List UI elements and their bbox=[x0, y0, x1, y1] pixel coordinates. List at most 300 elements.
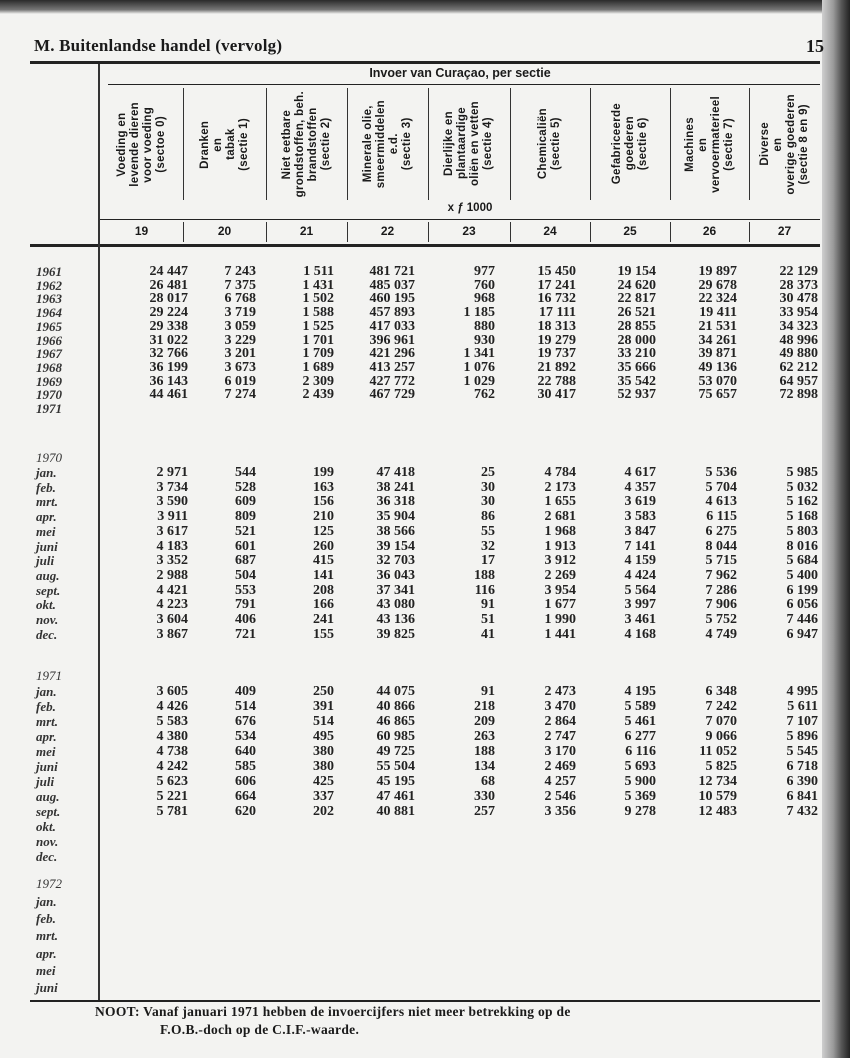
cell-col-21: 1 511 bbox=[303, 264, 334, 279]
month-row-label: sept. bbox=[36, 582, 61, 598]
cell-col-23: 880 bbox=[474, 318, 495, 334]
month-row-label: sept. bbox=[36, 804, 61, 819]
cell-col-20: 553 bbox=[235, 582, 256, 598]
cell-col-20: 3 719 bbox=[224, 305, 256, 321]
month-row-label: apr. bbox=[36, 945, 57, 961]
cell-col-27: 62 212 bbox=[779, 359, 818, 375]
cell-col-27: 5 032 bbox=[786, 479, 818, 495]
cell-col-24: 1 990 bbox=[544, 612, 576, 627]
cell-col-22: 32 703 bbox=[376, 553, 415, 569]
cell-col-27: 34 323 bbox=[779, 318, 818, 334]
cell-col-27: 48 996 bbox=[779, 332, 818, 348]
column-number: 25 bbox=[623, 224, 637, 238]
annual-row-label: 1965 bbox=[36, 318, 62, 334]
cell-col-24: 3 912 bbox=[544, 553, 576, 569]
cell-col-23: 86 bbox=[481, 509, 495, 525]
cell-col-25: 7 141 bbox=[624, 538, 656, 554]
cell-col-24: 1 655 bbox=[544, 494, 576, 510]
cell-col-24: 1 968 bbox=[544, 523, 576, 539]
number-column-divider bbox=[590, 222, 591, 242]
cell-col-26: 75 657 bbox=[698, 387, 737, 403]
number-column-divider bbox=[428, 222, 429, 242]
cell-col-21: 241 bbox=[313, 612, 334, 627]
month-row-label: juli bbox=[36, 774, 55, 789]
header-column-divider bbox=[428, 88, 429, 200]
cell-col-26: 39 871 bbox=[698, 346, 737, 362]
cell-col-20: 521 bbox=[235, 523, 256, 539]
cell-col-26: 5 704 bbox=[705, 479, 737, 495]
cell-col-23: 1 029 bbox=[463, 373, 495, 389]
cell-col-21: 1 431 bbox=[302, 277, 334, 293]
cell-col-20: 3 201 bbox=[224, 346, 256, 362]
cell-col-21: 155 bbox=[313, 626, 334, 642]
cell-col-27: 33 954 bbox=[779, 305, 818, 321]
cell-col-24: 1 441 bbox=[544, 626, 576, 642]
cell-col-23: 263 bbox=[474, 729, 495, 744]
cell-col-19: 31 022 bbox=[149, 332, 188, 348]
cell-col-20: 534 bbox=[235, 729, 256, 744]
cell-col-23: 30 bbox=[481, 494, 495, 510]
cell-col-26: 12 483 bbox=[698, 804, 737, 819]
number-column-divider bbox=[347, 222, 348, 242]
cell-col-24: 16 732 bbox=[537, 291, 576, 307]
annual-row-label: 1970 bbox=[36, 387, 62, 403]
annual-row-label: 1968 bbox=[36, 359, 62, 375]
cell-col-25: 3 583 bbox=[624, 509, 656, 525]
column-header-label: Chemicaliën (sectie 5) bbox=[537, 108, 562, 180]
stub-column-divider bbox=[98, 64, 100, 1002]
cell-col-24: 2 681 bbox=[544, 509, 576, 525]
cell-col-22: 39 825 bbox=[376, 626, 415, 642]
cell-col-23: 91 bbox=[481, 684, 495, 699]
header-column-divider bbox=[347, 88, 348, 200]
cell-col-26: 11 052 bbox=[699, 744, 737, 759]
header-column-divider bbox=[266, 88, 267, 200]
cell-col-25: 5 693 bbox=[624, 759, 656, 774]
cell-col-24: 3 356 bbox=[544, 804, 576, 819]
cell-col-27: 5 545 bbox=[786, 744, 818, 759]
cell-col-20: 601 bbox=[235, 538, 256, 554]
cell-col-25: 3 619 bbox=[624, 494, 656, 510]
cell-col-19: 5 583 bbox=[156, 714, 188, 729]
cell-col-23: 968 bbox=[474, 291, 495, 307]
cell-col-19: 4 426 bbox=[156, 699, 188, 714]
cell-col-21: 1 701 bbox=[302, 332, 334, 348]
cell-col-22: 485 037 bbox=[369, 277, 415, 293]
column-header bbox=[100, 88, 183, 200]
cell-col-19: 5 781 bbox=[156, 804, 188, 819]
number-column-divider bbox=[266, 222, 267, 242]
month-row-label: dec. bbox=[36, 626, 58, 642]
cell-col-23: 17 bbox=[481, 553, 495, 569]
column-header bbox=[510, 88, 590, 200]
cell-col-26: 49 136 bbox=[698, 359, 737, 375]
cell-col-23: 32 bbox=[481, 538, 495, 554]
cell-col-24: 21 892 bbox=[537, 359, 576, 375]
cell-col-26: 22 324 bbox=[698, 291, 737, 307]
cell-col-20: 7 274 bbox=[224, 387, 256, 403]
cell-col-27: 6 199 bbox=[786, 582, 818, 598]
unit-label: x ƒ 1000 bbox=[447, 202, 493, 214]
month-row-label: feb. bbox=[36, 479, 56, 495]
column-header-label: Niet eetbare grondstoffen, beh. brandstoffen (sectie 2) bbox=[280, 90, 332, 198]
month-row-label: juni bbox=[36, 980, 58, 995]
cell-col-21: 125 bbox=[313, 523, 334, 539]
column-header-label: Minerale olie, smeermiddelen e.d. (sectie 3) bbox=[361, 99, 413, 189]
cell-col-21: 2 309 bbox=[302, 373, 334, 389]
cell-col-23: 188 bbox=[474, 567, 495, 583]
column-header bbox=[670, 88, 749, 200]
cell-col-21: 1 588 bbox=[302, 305, 334, 321]
cell-col-24: 17 111 bbox=[539, 305, 576, 321]
cell-col-24: 2 864 bbox=[544, 714, 576, 729]
cell-col-25: 35 666 bbox=[617, 359, 656, 375]
cell-col-25: 4 617 bbox=[624, 465, 656, 480]
column-number: 22 bbox=[380, 224, 395, 238]
cell-col-26: 12 734 bbox=[698, 774, 737, 789]
cell-col-25: 5 589 bbox=[624, 699, 656, 714]
cell-col-20: 721 bbox=[235, 626, 256, 642]
cell-col-26: 5 825 bbox=[705, 759, 737, 774]
annual-row-label: 1963 bbox=[36, 291, 62, 307]
cell-col-21: 250 bbox=[313, 684, 334, 699]
cell-col-27: 5 611 bbox=[787, 699, 818, 714]
cell-col-24: 4 784 bbox=[544, 465, 576, 480]
cell-col-20: 609 bbox=[235, 494, 256, 510]
column-header-label: Gefabriceerde goederen (sectie 6) bbox=[610, 103, 649, 185]
month-row-label: okt. bbox=[36, 597, 56, 613]
header-column-divider bbox=[183, 88, 184, 200]
cell-col-27: 28 373 bbox=[779, 277, 818, 293]
footnote-line-1: NOOT: Vanaf januari 1971 hebben de invoercijfers niet meer betrekking op de bbox=[95, 1004, 571, 1019]
cell-col-19: 24 447 bbox=[149, 264, 188, 279]
column-number: 27 bbox=[777, 224, 792, 238]
cell-col-19: 32 766 bbox=[149, 346, 188, 362]
cell-col-21: 391 bbox=[313, 699, 334, 714]
cell-col-21: 208 bbox=[313, 582, 334, 598]
cell-col-19: 2 971 bbox=[156, 465, 188, 480]
cell-col-20: 620 bbox=[235, 804, 256, 819]
cell-col-19: 3 911 bbox=[157, 509, 188, 525]
cell-col-27: 64 957 bbox=[779, 373, 818, 389]
column-header-label: Dranken en tabak (sectie 1) bbox=[198, 117, 250, 171]
column-header bbox=[266, 88, 347, 200]
cell-col-26: 6 275 bbox=[705, 523, 737, 539]
cell-col-22: 40 866 bbox=[376, 699, 415, 714]
column-header bbox=[347, 88, 428, 200]
column-header bbox=[183, 88, 266, 200]
cell-col-26: 53 070 bbox=[698, 373, 737, 389]
cell-col-24: 2 469 bbox=[544, 759, 576, 774]
month-row-label: apr. bbox=[36, 509, 57, 525]
cell-col-24: 19 737 bbox=[537, 346, 576, 362]
cell-col-24: 17 241 bbox=[537, 277, 576, 293]
cell-col-27: 6 056 bbox=[786, 597, 818, 613]
cell-col-24: 18 313 bbox=[537, 318, 576, 334]
cell-col-26: 19 897 bbox=[698, 264, 737, 279]
cell-col-20: 6 768 bbox=[224, 291, 256, 307]
cell-col-26: 7 070 bbox=[705, 714, 737, 729]
cell-col-20: 7 375 bbox=[224, 277, 256, 293]
month-row-label: jan. bbox=[36, 684, 57, 699]
number-column-divider bbox=[183, 222, 184, 242]
column-number: 26 bbox=[702, 224, 717, 238]
cell-col-22: 38 566 bbox=[376, 523, 415, 539]
cell-col-25: 9 278 bbox=[624, 804, 656, 819]
month-row-label: mrt. bbox=[36, 494, 59, 510]
column-number: 24 bbox=[543, 224, 557, 238]
cell-col-19: 3 590 bbox=[156, 494, 188, 510]
cell-col-22: 60 985 bbox=[376, 729, 415, 744]
cell-col-23: 134 bbox=[474, 759, 495, 774]
month-row-label: mei bbox=[36, 523, 56, 539]
annual-row-label: 1966 bbox=[36, 332, 62, 348]
column-number: 23 bbox=[462, 224, 476, 238]
month-row-label: feb. bbox=[36, 699, 56, 714]
cell-col-25: 28 000 bbox=[617, 332, 656, 348]
cell-col-20: 585 bbox=[235, 759, 256, 774]
year-heading: 1970 bbox=[36, 450, 62, 465]
cell-col-23: 188 bbox=[474, 744, 495, 759]
column-header-label: Machines en vervoermaterieel (sectie 7) bbox=[683, 95, 735, 193]
cell-col-27: 5 896 bbox=[786, 729, 818, 744]
cell-col-25: 4 357 bbox=[624, 479, 656, 495]
header-bottom-rule bbox=[30, 244, 820, 247]
cell-col-21: 425 bbox=[313, 774, 334, 789]
cell-col-19: 36 199 bbox=[149, 359, 188, 375]
cell-col-21: 202 bbox=[313, 804, 334, 819]
cell-col-23: 762 bbox=[474, 387, 495, 403]
cell-col-21: 1 689 bbox=[302, 359, 334, 375]
cell-col-20: 544 bbox=[235, 465, 256, 480]
cell-col-24: 2 173 bbox=[544, 479, 576, 495]
cell-col-20: 3 673 bbox=[224, 359, 256, 375]
number-column-divider bbox=[670, 222, 671, 242]
cell-col-20: 687 bbox=[235, 553, 256, 569]
cell-col-19: 4 223 bbox=[156, 597, 188, 613]
cell-col-24: 2 269 bbox=[544, 567, 576, 583]
cell-col-23: 1 076 bbox=[463, 359, 495, 375]
book-spine-edge bbox=[822, 0, 850, 1058]
cell-col-21: 156 bbox=[313, 494, 334, 510]
cell-col-23: 930 bbox=[474, 332, 495, 348]
cell-col-25: 26 521 bbox=[617, 305, 656, 321]
cell-col-24: 30 417 bbox=[537, 387, 576, 403]
cell-col-25: 52 937 bbox=[617, 387, 656, 403]
table-bottom-rule bbox=[30, 1000, 820, 1002]
cell-col-26: 29 678 bbox=[698, 277, 737, 293]
cell-col-27: 6 390 bbox=[786, 774, 818, 789]
header-column-divider bbox=[749, 88, 750, 200]
cell-col-26: 7 962 bbox=[705, 567, 737, 583]
page-number: 15 bbox=[806, 36, 824, 56]
cell-col-23: 1 341 bbox=[463, 346, 495, 362]
cell-col-22: 39 154 bbox=[376, 538, 415, 554]
cell-col-23: 25 bbox=[481, 465, 495, 480]
number-column-divider bbox=[510, 222, 511, 242]
cell-col-26: 7 906 bbox=[705, 597, 737, 613]
cell-col-19: 3 604 bbox=[156, 612, 188, 627]
cell-col-25: 4 424 bbox=[624, 567, 656, 583]
cell-col-25: 4 195 bbox=[624, 684, 656, 699]
cell-col-25: 19 154 bbox=[617, 264, 656, 279]
cell-col-19: 29 224 bbox=[149, 305, 188, 321]
cell-col-20: 3 229 bbox=[224, 332, 256, 348]
cell-col-26: 4 613 bbox=[705, 494, 737, 510]
cell-col-22: 38 241 bbox=[376, 479, 415, 495]
month-row-label: feb. bbox=[36, 911, 56, 927]
cell-col-27: 6 947 bbox=[786, 626, 818, 642]
cell-col-25: 22 817 bbox=[617, 291, 656, 307]
cell-col-27: 49 880 bbox=[779, 346, 818, 362]
cell-col-20: 809 bbox=[235, 509, 256, 525]
cell-col-27: 5 168 bbox=[786, 509, 818, 525]
cell-col-20: 504 bbox=[235, 567, 256, 583]
cell-col-25: 5 461 bbox=[624, 714, 656, 729]
annual-row-label: 1967 bbox=[36, 346, 62, 362]
cell-col-23: 91 bbox=[481, 597, 495, 613]
cell-col-22: 43 080 bbox=[376, 597, 415, 613]
cell-col-21: 199 bbox=[313, 465, 334, 480]
cell-col-21: 210 bbox=[313, 509, 334, 525]
cell-col-19: 3 617 bbox=[156, 523, 188, 539]
header-column-divider bbox=[670, 88, 671, 200]
super-header: Invoer van Curaçao, per sectie bbox=[369, 66, 551, 80]
month-row-label: jan. bbox=[36, 894, 57, 909]
cell-col-25: 24 620 bbox=[617, 277, 656, 293]
column-number: 19 bbox=[134, 224, 149, 238]
cell-col-19: 4 183 bbox=[156, 538, 188, 554]
cell-col-25: 28 855 bbox=[617, 318, 656, 334]
cell-col-23: 1 185 bbox=[463, 305, 495, 321]
cell-col-21: 141 bbox=[313, 567, 334, 583]
cell-col-24: 15 450 bbox=[537, 264, 576, 279]
cell-col-19: 26 481 bbox=[149, 277, 188, 293]
column-number: 21 bbox=[299, 224, 314, 238]
month-row-label: aug. bbox=[36, 789, 60, 804]
cell-col-23: 51 bbox=[481, 612, 495, 627]
cell-col-22: 40 881 bbox=[376, 804, 415, 819]
cell-col-24: 2 546 bbox=[544, 789, 576, 804]
month-row-label: aug. bbox=[36, 567, 60, 583]
cell-col-20: 3 059 bbox=[224, 318, 256, 334]
cell-col-19: 44 461 bbox=[149, 387, 188, 403]
cell-col-19: 28 017 bbox=[149, 291, 188, 307]
cell-col-24: 2 473 bbox=[544, 684, 576, 699]
cell-col-23: 330 bbox=[474, 789, 495, 804]
cell-col-21: 1 525 bbox=[302, 318, 334, 334]
cell-col-21: 337 bbox=[313, 789, 334, 804]
cell-col-20: 528 bbox=[235, 479, 256, 495]
cell-col-20: 664 bbox=[235, 789, 256, 804]
cell-col-21: 380 bbox=[313, 744, 334, 759]
footnote-line-2: F.O.B.-doch op de C.I.F.-waarde. bbox=[160, 1022, 360, 1037]
year-heading: 1972 bbox=[36, 876, 62, 891]
cell-col-21: 415 bbox=[313, 553, 334, 569]
cell-col-23: 116 bbox=[474, 582, 495, 598]
cell-col-22: 457 893 bbox=[369, 305, 415, 321]
cell-col-19: 4 738 bbox=[156, 744, 188, 759]
cell-col-25: 4 159 bbox=[624, 553, 656, 569]
cell-col-21: 166 bbox=[313, 597, 334, 613]
cell-col-22: 36 318 bbox=[376, 494, 415, 510]
cell-col-23: 209 bbox=[474, 714, 495, 729]
cell-col-22: 47 418 bbox=[376, 465, 415, 480]
cell-col-26: 7 286 bbox=[705, 582, 737, 598]
cell-col-19: 4 242 bbox=[156, 759, 188, 774]
month-row-label: mei bbox=[36, 962, 56, 978]
cell-col-23: 257 bbox=[474, 804, 495, 819]
cell-col-24: 22 788 bbox=[537, 373, 576, 389]
cell-col-27: 8 016 bbox=[786, 538, 818, 554]
cell-col-23: 218 bbox=[474, 699, 495, 714]
cell-col-20: 676 bbox=[235, 714, 256, 729]
month-row-label: dec. bbox=[36, 849, 58, 864]
cell-col-20: 514 bbox=[235, 699, 256, 714]
annual-row-label: 1971 bbox=[36, 401, 62, 416]
cell-col-26: 21 531 bbox=[698, 318, 737, 334]
cell-col-26: 7 242 bbox=[705, 699, 737, 714]
cell-col-25: 35 542 bbox=[617, 373, 656, 389]
cell-col-24: 3 954 bbox=[544, 582, 576, 598]
cell-col-25: 33 210 bbox=[617, 346, 656, 362]
cell-col-22: 460 195 bbox=[369, 291, 415, 307]
column-header bbox=[590, 88, 670, 200]
cell-col-27: 6 718 bbox=[786, 759, 818, 774]
cell-col-22: 467 729 bbox=[369, 387, 415, 403]
column-header bbox=[428, 88, 510, 200]
header-column-divider bbox=[590, 88, 591, 200]
month-row-label: jan. bbox=[36, 465, 57, 480]
column-number: 20 bbox=[217, 224, 232, 238]
number-column-divider bbox=[749, 222, 750, 242]
cell-col-21: 260 bbox=[313, 538, 334, 554]
column-header-label: Diverse en overige goederen (sectie 8 en 9) bbox=[758, 93, 810, 195]
cell-col-24: 4 257 bbox=[544, 774, 576, 789]
cell-col-21: 380 bbox=[313, 759, 334, 774]
cell-col-26: 9 066 bbox=[705, 729, 737, 744]
column-header bbox=[749, 88, 820, 200]
cell-col-19: 3 867 bbox=[156, 626, 188, 642]
cell-col-25: 4 168 bbox=[624, 626, 656, 642]
cell-col-21: 495 bbox=[313, 729, 334, 744]
cell-col-19: 4 421 bbox=[156, 582, 188, 598]
cell-col-22: 44 075 bbox=[376, 684, 415, 699]
cell-col-27: 22 129 bbox=[779, 264, 818, 279]
cell-col-22: 49 725 bbox=[376, 744, 415, 759]
cell-col-19: 5 623 bbox=[156, 774, 188, 789]
cell-col-25: 3 847 bbox=[624, 523, 656, 539]
cell-col-19: 3 605 bbox=[156, 684, 188, 699]
year-heading: 1971 bbox=[36, 668, 62, 683]
cell-col-24: 3 170 bbox=[544, 744, 576, 759]
cell-col-20: 640 bbox=[235, 744, 256, 759]
cell-col-22: 46 865 bbox=[376, 714, 415, 729]
cell-col-27: 5 985 bbox=[786, 465, 818, 480]
annual-row-label: 1969 bbox=[36, 373, 62, 389]
unit-rule bbox=[100, 219, 820, 220]
cell-col-20: 7 243 bbox=[224, 264, 256, 279]
cell-col-22: 43 136 bbox=[376, 612, 415, 627]
month-row-label: nov. bbox=[36, 612, 59, 627]
month-row-label: juni bbox=[36, 759, 58, 774]
cell-col-26: 5 536 bbox=[705, 465, 737, 480]
month-row-label: apr. bbox=[36, 729, 57, 744]
cell-col-26: 19 411 bbox=[699, 305, 737, 321]
cell-col-22: 45 195 bbox=[376, 774, 415, 789]
month-row-label: juni bbox=[36, 538, 58, 554]
cell-col-25: 3 997 bbox=[624, 597, 656, 613]
